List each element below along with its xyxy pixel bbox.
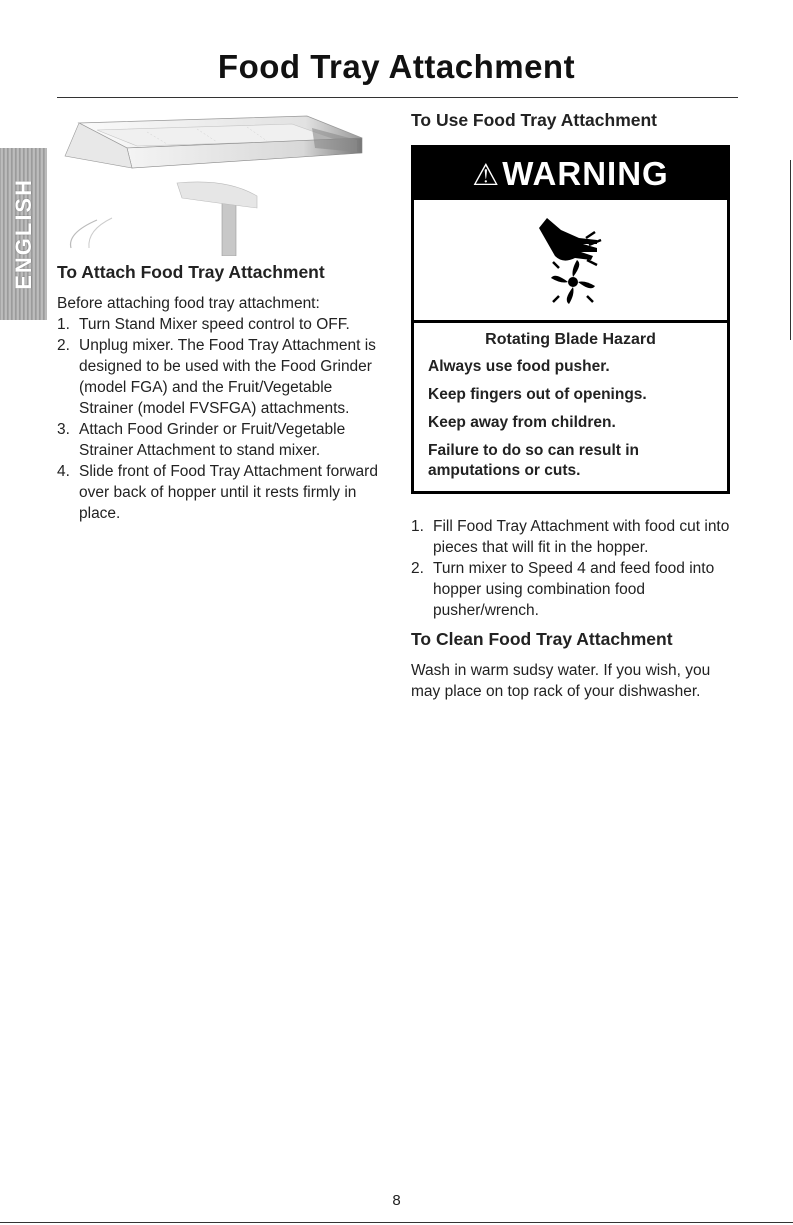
language-tab <box>0 148 47 320</box>
step-number: 2. <box>411 560 424 577</box>
list-item <box>57 419 387 461</box>
hazard-title: Rotating Blade Hazard <box>485 331 656 348</box>
warning-line: Always use food pusher. <box>428 358 610 375</box>
step-text: Turn mixer to Speed 4 and feed food into hopper using combination food pusher/wrench. <box>433 560 715 619</box>
title-divider <box>57 97 738 98</box>
attach-intro: Before attaching food tray attachment: <box>57 295 320 312</box>
step-number: 2. <box>57 337 70 354</box>
clean-heading: To Clean Food Tray Attachment <box>411 629 673 649</box>
use-steps <box>411 516 741 621</box>
step-text: Turn Stand Mixer speed control to OFF. <box>79 316 350 333</box>
step-text: Slide front of Food Tray Attachment forward over back of hopper until it rests firmly in place. <box>79 463 378 522</box>
list-item <box>411 516 741 558</box>
warning-pictogram <box>414 200 727 320</box>
rotating-blade-hand-icon <box>531 210 611 310</box>
warning-line: Keep fingers out of openings. <box>428 386 647 403</box>
attach-section <box>57 262 387 524</box>
step-text: Attach Food Grinder or Fruit/Vegetable Strainer Attachment to stand mixer. <box>79 421 346 459</box>
step-number: 3. <box>57 421 70 438</box>
step-text: Unplug mixer. The Food Tray Attachment is designed to be used with the Food Grinder (model FGA) and the Fruit/Vegetable Strainer (model FVSFGA) attachments. <box>79 337 376 417</box>
food-tray-illustration-icon <box>57 108 367 256</box>
attach-steps <box>57 314 387 524</box>
page-number: 8 <box>392 1192 401 1209</box>
page-title: Food Tray Attachment <box>217 48 576 85</box>
list-item <box>57 335 387 419</box>
clean-text: Wash in warm sudsy water. If you wish, you may place on top rack of your dishwasher. <box>411 662 711 700</box>
use-section <box>411 110 741 702</box>
warning-body <box>414 320 727 491</box>
attach-heading: To Attach Food Tray Attachment <box>57 262 325 282</box>
warning-triangle-icon: ⚠ <box>472 159 501 192</box>
margin-rule <box>790 160 791 340</box>
warning-box <box>411 145 730 494</box>
language-tab-label: ENGLISH <box>10 178 36 290</box>
use-heading: To Use Food Tray Attachment <box>411 110 657 130</box>
step-number: 1. <box>57 316 70 333</box>
list-item <box>57 314 387 335</box>
bottom-divider <box>0 1222 793 1223</box>
step-text: Fill Food Tray Attachment with food cut into pieces that will fit in the hopper. <box>433 518 730 556</box>
list-item <box>57 461 387 524</box>
warning-label: WARNING <box>502 155 669 192</box>
step-number: 1. <box>411 518 424 535</box>
warning-header <box>414 148 727 200</box>
warning-line: Failure to do so can result in amputations or cuts. <box>428 442 640 479</box>
list-item <box>411 558 741 621</box>
warning-line: Keep away from children. <box>428 414 616 431</box>
step-number: 4. <box>57 463 70 480</box>
